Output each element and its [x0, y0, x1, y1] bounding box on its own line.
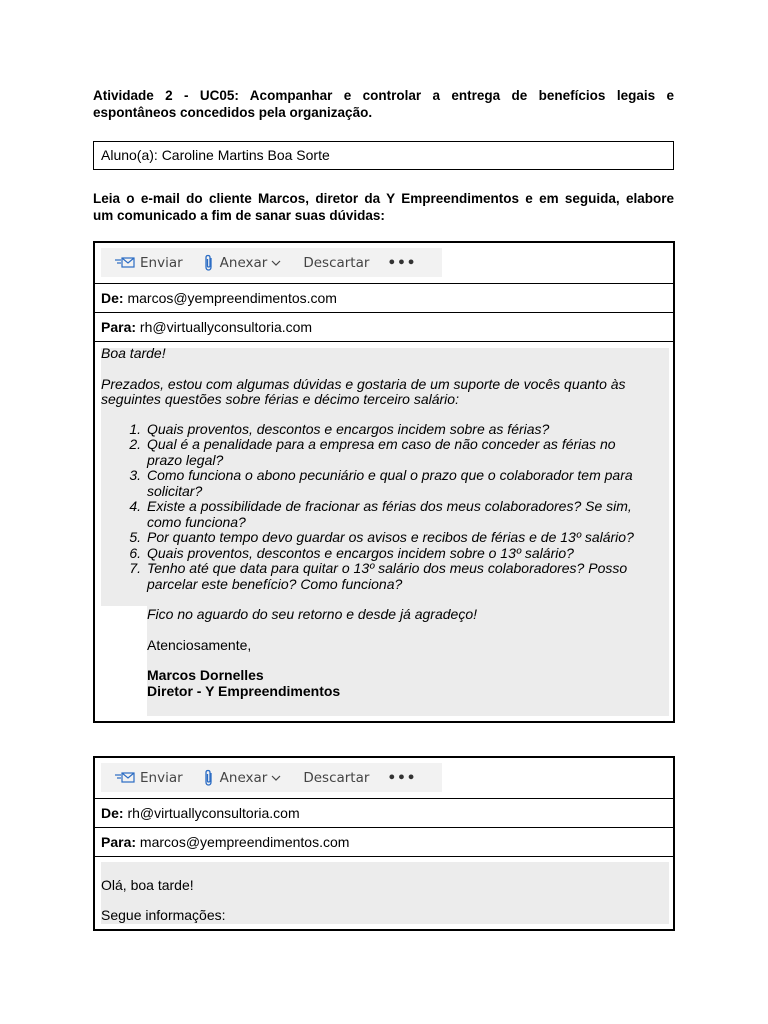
- list-item: [101, 499, 673, 530]
- more-options-button[interactable]: [387, 770, 416, 786]
- question-number: 5.: [129, 529, 141, 545]
- send-button[interactable]: [115, 255, 183, 271]
- list-item: [101, 422, 673, 438]
- from-address: marcos@yempreendimentos.com: [127, 290, 337, 306]
- question-text: Por quanto tempo devo guardar os avisos e recibos de férias e de 13º salário?: [147, 529, 634, 545]
- email-thanks: Fico no aguardo do seu retorno e desde já agradeço!: [147, 606, 478, 622]
- discard-label: Descartar: [303, 769, 370, 786]
- from-address: rh@virtuallyconsultoria.com: [127, 805, 300, 821]
- question-text: Existe a possibilidade de fracionar as férias dos meus colaboradores? Se sim, como funciona?: [147, 498, 632, 530]
- attach-label: Anexar: [219, 769, 268, 786]
- instructions: [93, 190, 674, 224]
- title-line-1: Atividade 2 - UC05: Acompanhar e controlar a entrega de benefícios legais e: [93, 88, 674, 103]
- attach-button[interactable]: [203, 769, 282, 787]
- paperclip-icon: [203, 769, 215, 787]
- question-text: Quais proventos, descontos e encargos incidem sobre o 13º salário?: [147, 544, 574, 561]
- title-line-2: espontâneos concedidos pela organização.: [93, 105, 373, 120]
- discard-button[interactable]: [303, 770, 369, 786]
- to-label: Para:: [101, 834, 137, 850]
- reply-email: [93, 756, 675, 931]
- paperclip-icon: [203, 254, 215, 272]
- question-number: 2.: [129, 436, 141, 452]
- email-regards: Atenciosamente,: [147, 636, 252, 653]
- question-text: Qual é a penalidade para a empresa em caso de não conceder as férias no prazo legal?: [147, 436, 616, 468]
- more-options-button[interactable]: [387, 255, 416, 271]
- question-text: Como funciona o abono pecuniário e qual o prazo que o colaborador tem para solicitar?: [147, 467, 633, 499]
- question-number: 7.: [129, 560, 141, 576]
- instructions-line-2: um comunicado a fim de sanar suas dúvidas:: [93, 208, 385, 223]
- question-number: 6.: [129, 544, 141, 561]
- to-address: marcos@yempreendimentos.com: [139, 834, 350, 850]
- instructions-line-1: Leia o e-mail do cliente Marcos, diretor da Y Empreendimentos e em seguida, elabore: [93, 191, 674, 206]
- list-item: [101, 468, 673, 499]
- list-item: [101, 437, 673, 468]
- to-row: [95, 313, 673, 342]
- question-number: 1.: [129, 420, 141, 437]
- list-item: [101, 546, 673, 562]
- questions-list: [101, 422, 673, 593]
- send-label: Enviar: [140, 254, 183, 271]
- from-label: De:: [101, 290, 124, 306]
- question-number: 3.: [129, 467, 141, 483]
- from-row: [95, 284, 673, 313]
- to-address: rh@virtuallyconsultoria.com: [139, 319, 313, 335]
- chevron-down-icon: [271, 774, 281, 782]
- signature-role: Diretor - Y Empreendimentos: [147, 682, 341, 699]
- email-body[interactable]: [95, 857, 673, 923]
- send-label: Enviar: [140, 769, 183, 786]
- email-intro: Prezados, estou com algumas dúvidas e gostaria de um suporte de vocês quanto às seguintes questões sobre férias e décimo terceiro salário:: [101, 375, 626, 407]
- email-toolbar-row: [95, 758, 673, 799]
- from-row: [95, 799, 673, 828]
- send-icon: [115, 771, 135, 785]
- question-text: Quais proventos, descontos e encargos incidem sobre as férias?: [147, 420, 550, 437]
- client-email: [93, 241, 675, 723]
- list-item: [101, 530, 673, 546]
- question-number: 4.: [129, 498, 141, 514]
- email-toolbar-row: [95, 243, 673, 284]
- send-button[interactable]: [115, 770, 183, 786]
- send-icon: [115, 256, 135, 270]
- to-row: [95, 828, 673, 857]
- chevron-down-icon: [271, 259, 281, 267]
- attach-label: Anexar: [219, 254, 268, 271]
- email-toolbar: [101, 763, 442, 792]
- to-label: Para:: [101, 319, 137, 335]
- signature-name: Marcos Dornelles: [147, 667, 264, 683]
- discard-button[interactable]: [303, 255, 369, 271]
- student-name-box: Aluno(a): Caroline Martins Boa Sorte: [93, 141, 674, 170]
- more-options-icon: •••: [387, 254, 417, 271]
- page-title: [93, 87, 674, 121]
- attach-button[interactable]: [203, 254, 282, 272]
- more-options-icon: •••: [387, 769, 417, 786]
- email-toolbar: [101, 248, 442, 277]
- discard-label: Descartar: [303, 254, 370, 271]
- email-body: [95, 342, 673, 699]
- reply-info: Segue informações:: [101, 907, 226, 923]
- from-label: De:: [101, 805, 124, 821]
- reply-greeting: Olá, boa tarde!: [101, 877, 194, 893]
- list-item: [101, 561, 673, 592]
- question-text: Tenho até que data para quitar o 13º salário dos meus colaboradores? Posso parcelar este benefício? Como funciona?: [147, 560, 628, 592]
- email-greeting: Boa tarde!: [101, 345, 166, 361]
